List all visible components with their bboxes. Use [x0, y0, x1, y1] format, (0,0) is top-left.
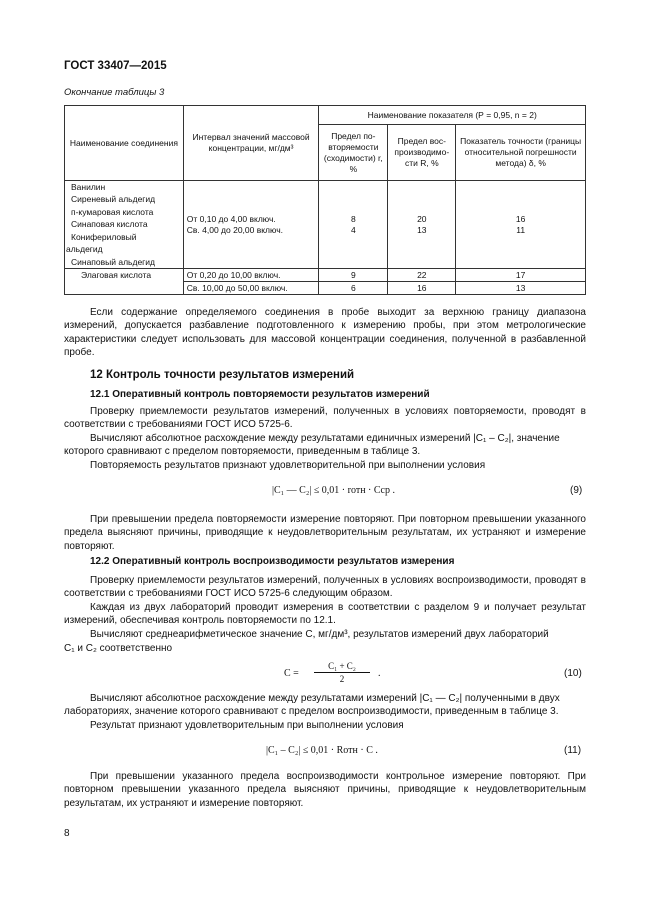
paragraph: C₁ и C₂ соответственно: [64, 643, 173, 654]
section-12-title: 12 Контроль точности результатов измерений: [90, 369, 355, 381]
formula-10-denominator: 2: [339, 674, 345, 684]
table-row: [65, 181, 586, 269]
subsection-12-1-title: 12.1 Оперативный контроль повторяемости результатов измерений: [90, 389, 430, 400]
delta-value: 11: [516, 224, 526, 235]
compound-name: Элаговая кислота: [65, 269, 184, 295]
formula-10-lhs: C =: [284, 668, 299, 679]
compound-name: Сиреневый альдегид: [71, 194, 156, 205]
header-group: Наименование показателя (Р = 0,95, n = 2): [319, 106, 586, 125]
paragraph: Вычисляют абсолютное расхождение между результатами измерений |C₁ — C₂| полученными в двух: [90, 693, 560, 704]
paragraph: Проверку приемлемости результатов измерений, полученных в условиях повторяемости, проводят в соответствии с требованиями ГОСТ ИСО 5725-6.: [64, 406, 586, 431]
compound-name: Ванилин: [71, 182, 106, 193]
interval-value: Св. 10,00 до 50,00 включ.: [183, 282, 319, 295]
formula-11: |C₁ – C₂| ≤ 0,01 · Rотн · C .: [266, 745, 378, 756]
subsection-12-2-title: 12.2 Оперативный контроль воспроизводимости результатов измерения: [90, 556, 455, 567]
paragraph: которого сравнивают с пределом повторяемости, приведенным в таблице 3.: [64, 446, 421, 457]
paragraph: При превышении предела повторяемости измерение повторяют. При повторном превышении указанного предела выясняют причины, приводящие к неудовлетворительным результатам, их устраняют и измерение повторяют.: [64, 514, 586, 552]
formula-10-dot: .: [378, 668, 381, 679]
compound-name: п-кумаровая кислота: [71, 206, 154, 217]
paragraph: Вычисляют абсолютное расхождение между результатами единичных измерений |C₁ – C₂|, значение: [90, 433, 560, 444]
r-value: 4: [350, 224, 356, 235]
table-3-continuation: [64, 105, 586, 295]
table-row: [65, 269, 586, 282]
header-interval: Интервал значений массовой концентрации, мг/дм³: [183, 106, 319, 181]
compound-list: [65, 181, 184, 269]
interval-value: От 0,10 до 4,00 включ.: [186, 213, 276, 224]
equation-number-11: (11): [564, 745, 582, 756]
paragraph: Повторяемость результатов признают удовлетворительной при выполнении условия: [90, 460, 486, 471]
paragraph: лабораториях, значение которого сравнивают с пределом воспроизводимости, приведенным в таблице 3.: [64, 706, 559, 717]
header-accuracy: Показатель точности (границы относительной погрешности метода) δ, %: [456, 125, 586, 181]
R-cell: [388, 181, 456, 269]
formula-9: |C₁ — C₂| ≤ 0,01 · rотн · Cср .: [272, 485, 395, 496]
compound-name: Конифериловый: [71, 231, 137, 242]
table-caption: Окончание таблицы 3: [64, 87, 165, 98]
delta-value: 17: [456, 269, 586, 282]
r-cell: [319, 181, 388, 269]
formula-10-numerator: C₁ + C₂: [314, 660, 370, 673]
delta-value: 16: [515, 213, 526, 224]
delta-value: 13: [456, 282, 586, 295]
R-value: 13: [417, 224, 427, 235]
paragraph: При превышении указанного предела воспроизводимости контрольное измерение повторяют. При повторном превышении указанного предела выясняют причины, приводящие к неудовлетворительным результатам, их устраняют и измерение повторяют.: [64, 771, 586, 809]
interval-value: От 0,20 до 10,00 включ.: [183, 269, 319, 282]
R-value: 16: [388, 282, 456, 295]
interval-value: Св. 4,00 до 20,00 включ.: [186, 224, 283, 235]
note-paragraph: Если содержание определяемого соединения в пробе выходит за верхнюю границу диапазона измерений, допускается разбавление подготовленного к измерению пробы, при этом метрологические характеристики следует использовать для массовой концентрации соединения, полученной в разбавленной пробе.: [64, 307, 586, 359]
compound-name: альдегид: [66, 244, 103, 255]
document-code: ГОСТ 33407—2015: [64, 60, 167, 72]
compound-name: Синаповый альдегид: [71, 256, 155, 267]
header-compound: Наименование соединения: [65, 106, 184, 181]
compound-name: Синаповая кислота: [71, 219, 148, 230]
paragraph: Результат признают удовлетворительным при выполнении условия: [90, 720, 404, 731]
page-number: 8: [64, 828, 70, 839]
header-reproducibility: Предел вос-производимо-сти R, %: [388, 125, 456, 181]
equation-number-10: (10): [564, 668, 582, 679]
paragraph: Проверку приемлемости результатов измерений, полученных в условиях воспроизводимости, проводят в соответствии с требованиями ГОСТ ИСО 5725-6 следующим образом.: [64, 575, 586, 600]
R-value: 22: [388, 269, 456, 282]
paragraph: Каждая из двух лабораторий проводит измерения в соответствии с разделом 9 и получает результат измерений, обеспечивая контроль повторяемости по 12.1.: [64, 602, 586, 627]
delta-cell: [456, 181, 586, 269]
r-value: 8: [350, 213, 356, 224]
header-repeatability: Предел по-вторяемости (сходимости) r, %: [319, 125, 388, 181]
r-value: 9: [319, 269, 388, 282]
paragraph: Вычисляют среднеарифметическое значение C, мг/дм³, результатов измерений двух лабораторий: [90, 629, 549, 640]
interval-cell: [183, 181, 319, 269]
R-value: 20: [417, 213, 427, 224]
equation-number-9: (9): [570, 485, 583, 496]
r-value: 6: [319, 282, 388, 295]
